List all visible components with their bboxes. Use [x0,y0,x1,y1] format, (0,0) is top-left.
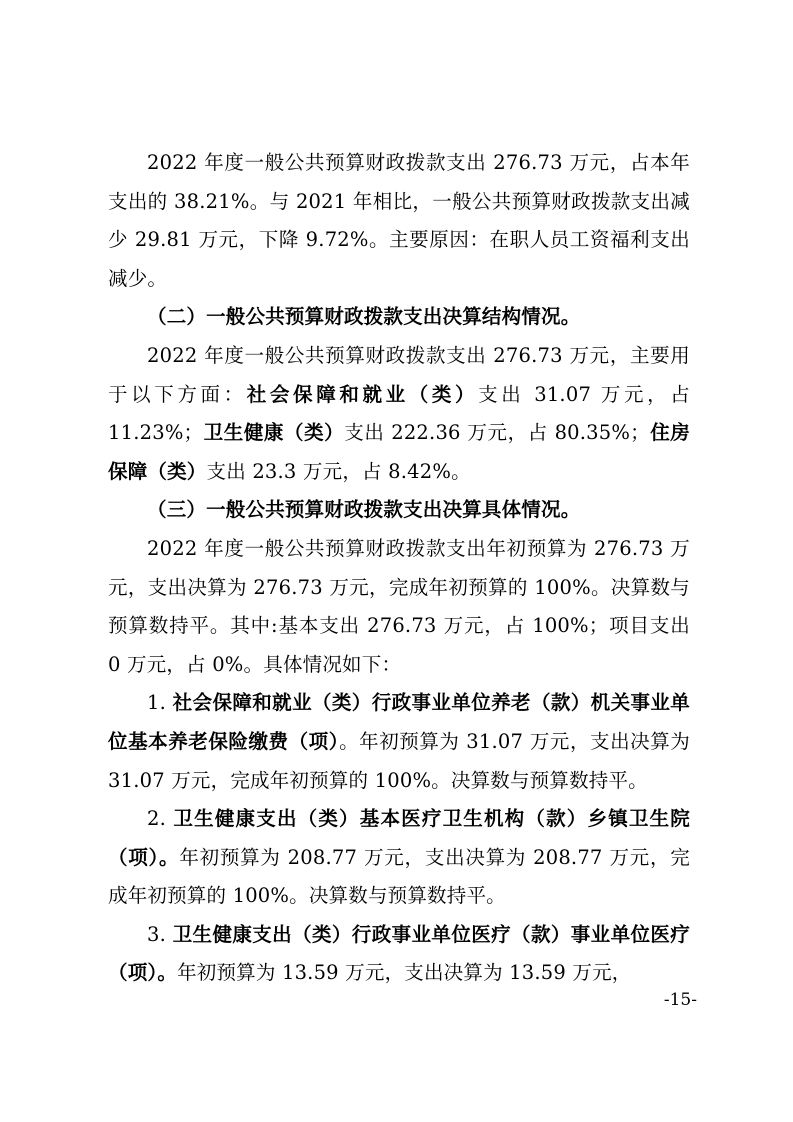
item-title: 卫生健康支出（类）基本医疗卫生机构（款）乡镇卫生院（项）。 [108,807,690,869]
list-number: 2. [147,807,174,831]
item-title: 卫生健康支出（类）行政事业单位医疗（款）事业单位医疗（项）。 [108,922,691,985]
list-number: 3. [147,922,173,946]
list-item-2 [108,800,690,916]
list-item-3 [108,916,690,993]
item-body: 年初预算为 13.59 万元，支出决算为 13.59 万元， [177,961,632,985]
paragraph-details: 2022 年度一般公共预算财政拨款支出年初预算为 276.73 万元，支出决算为 276.73 万元，完成年初预算的 100%。决算数与预算数持平。其中:基本支出 276.73 万元，占 100%；项目支出 0 万元，占 0%。具体情况如下： [108,536,690,676]
paragraph-structure [108,337,690,491]
heading-structure: （二）一般公共预算财政拨款支出决算结构情况。 [147,305,581,329]
list-item-1 [108,684,690,800]
text-segment: 支出 23.3 万元，占 8.42%。 [206,459,471,483]
text-segment: 2022 年度一般公共预算财政拨款支出 276.73 万元，主要用于以下方面： [108,343,690,406]
document-body [108,144,690,993]
item-body: 。年初预算为 31.07 万元，支出决算为 31.07 万元，完成年初预算的 100%。决算数与预算数持平。 [108,729,690,792]
heading-details: （三）一般公共预算财政拨款支出决算具体情况。 [147,498,581,522]
page-number: -15- [663,990,697,1010]
category-housing: 住房保障（类） [108,421,690,483]
paragraph-expenditure-summary: 2022 年度一般公共预算财政拨款支出 276.73 万元，占本年支出的 38.21%。与 2021 年相比，一般公共预算财政拨款支出减少 29.81 万元，下降 9.72%。主要原因：在职人员工资福利支出减少。 [108,151,690,290]
item-body: 年初预算为 208.77 万元，支出决算为 208.77 万元，完成年初预算的 100%。决算数与预算数持平。 [108,845,690,908]
text-segment: 支出 222.36 万元，占 80.35%； [344,421,650,445]
list-number: 1. [147,691,173,715]
item-title: 社会保障和就业（类）行政事业单位养老（款）机关事业单位基本养老保险缴费（项） [108,691,691,753]
category-health: 卫生健康（类） [203,421,345,445]
category-social-security: 社会保障和就业（类） [246,382,479,406]
text-segment: 支出 31.07 万元，占 11.23%； [108,382,690,445]
